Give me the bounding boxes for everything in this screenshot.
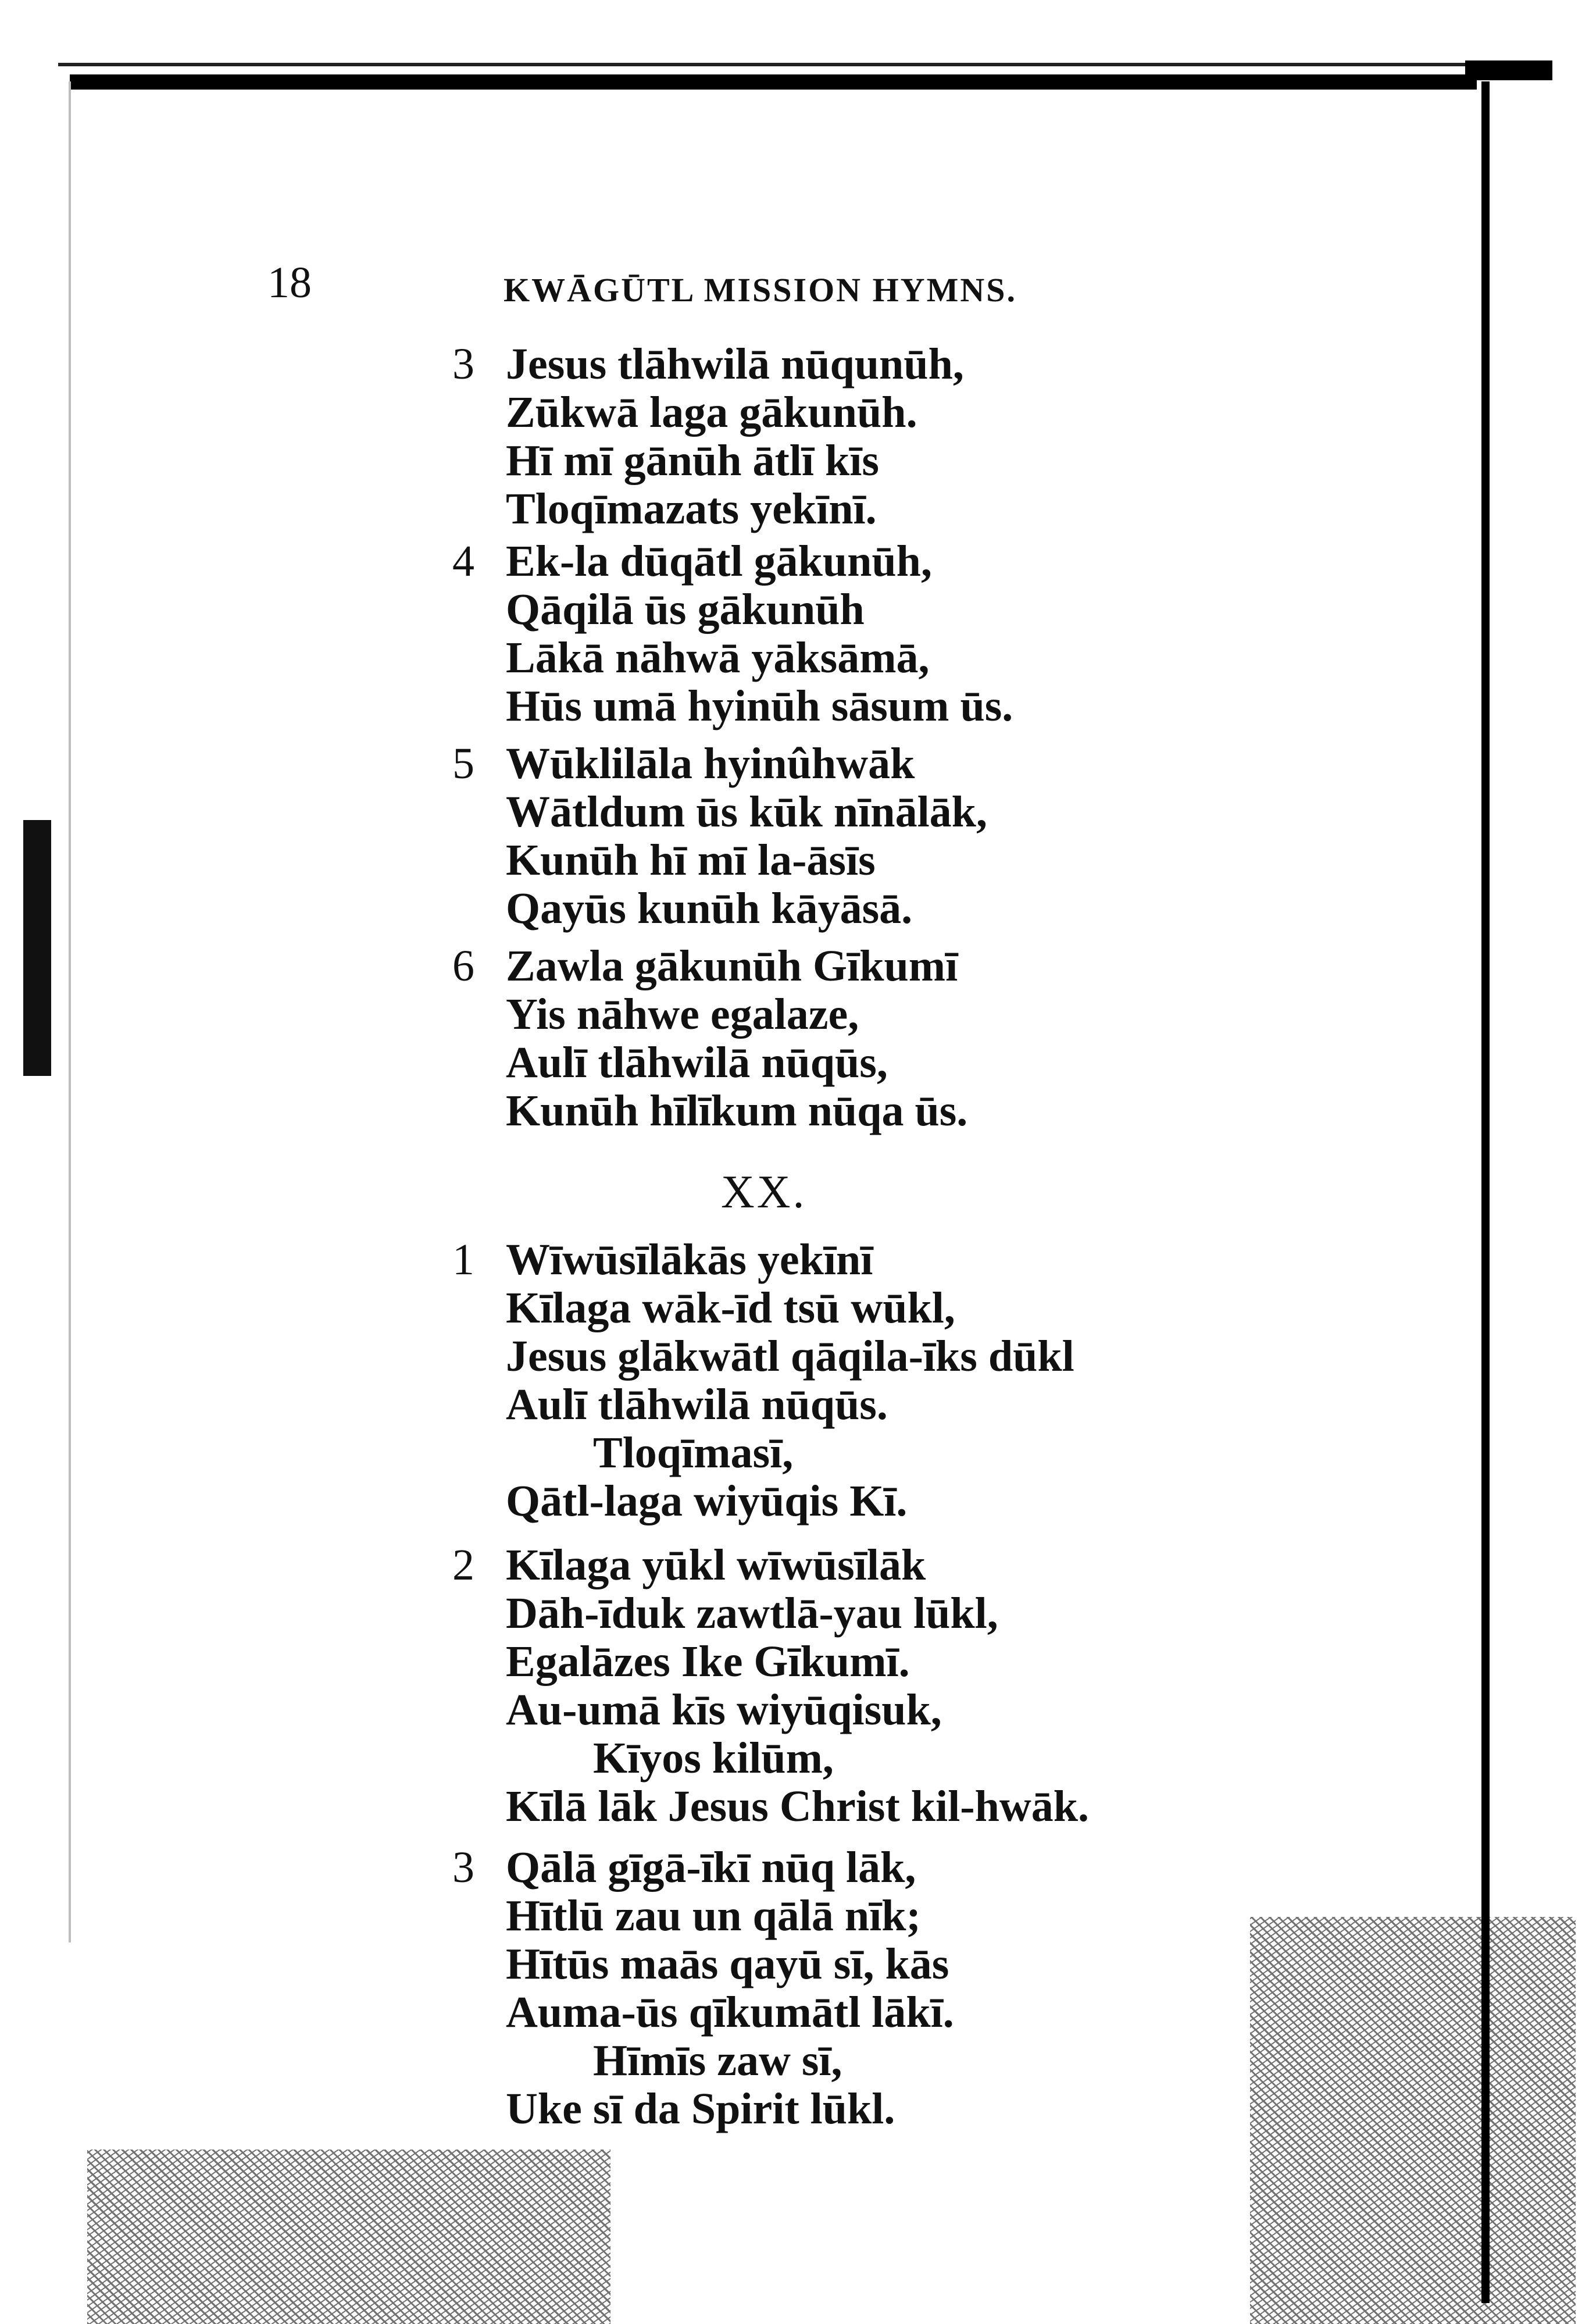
verse-line: Tloqīmazats yekīnī. [506,484,877,533]
top-edge-line [58,63,1488,66]
paper-stain-left [87,2150,610,2324]
stanza-5 [448,740,1291,933]
verse-line: Qāqilā ūs gākunūh [506,585,865,634]
verse-number: 4 [452,537,474,586]
top-corner-mark [1465,60,1552,80]
running-head: KWĀGŪTL MISSION HYMNS. [504,271,1017,309]
stanza-6 [448,942,1291,1135]
left-page-edge [69,81,71,1942]
verse-line: Hītūs maās qayū sī, kās [506,1940,949,1988]
verse-line: Zūkwā laga gākunūh. [506,388,917,437]
verse-line: Hī mī gānūh ātlī kīs [506,436,879,485]
refrain-line: Hīmīs zaw sī, [593,2036,842,2085]
verse-line: Yis nāhwe egalaze, [506,990,859,1039]
verse-line: 3 Jesus tlāhwilā nūqunūh, [452,340,964,388]
page-number: 18 [267,258,312,307]
verse-line: 3 Qālā gīgā-īkī nūq lāk, [452,1843,916,1892]
verse-line: Aulī tlāhwilā nūqūs. [506,1380,888,1429]
verse-line: 1 Wīwūsīlākās yekīnī [452,1235,873,1284]
verse-line: Au-umā kīs wiyūqisuk, [506,1685,942,1734]
verse-line: Qātl-laga wiyūqis Kī. [506,1477,908,1525]
verse-line: Kīlaga wāk-īd tsū wūkl, [506,1284,955,1332]
top-border-rule [70,74,1477,90]
verse-line: Egalāzes Ike Gīkumī. [506,1637,910,1686]
refrain-line: Kīyos kilūm, [593,1734,834,1783]
hymn-number-heading: XX. [721,1167,807,1218]
verse-number: 6 [452,942,474,990]
verse-number: 1 [452,1235,474,1284]
verse-line: Qayūs kunūh kāyāsā. [506,884,913,933]
stanza-4 [448,537,1291,730]
binding-shadow [23,820,51,1076]
verse-number: 3 [452,1843,474,1892]
verse-number: 3 [452,340,474,388]
refrain-line: Tloqīmasī, [593,1428,794,1477]
verse-line: Jesus glākwātl qāqila-īks dūkl [506,1332,1074,1381]
verse-number: 5 [452,739,474,788]
verse-line: Auma-ūs qīkumātl lākī. [506,1988,954,2037]
verse-line: 6 Zawla gākunūh Gīkumī [452,942,958,990]
verse-line: Kīlā lāk Jesus Christ kil-hwāk. [506,1782,1089,1831]
hymn-xx-stanza-3 [448,1844,1291,2133]
verse-line: Aulī tlāhwilā nūqūs, [506,1038,888,1087]
verse-line: 4 Ek-la dūqātl gākunūh, [452,537,932,586]
hymn-xx-stanza-1 [448,1236,1291,1525]
verse-line: Hūs umā hyinūh sāsum ūs. [506,682,1013,730]
verse-line: Hītlū zau un qālā nīk; [506,1891,921,1940]
verse-line: Wātldum ūs kūk nīnālāk, [506,787,987,836]
stanza-3 [448,340,1291,533]
verse-line: 2 Kīlaga yūkl wīwūsīlāk [452,1541,926,1589]
verse-line: Uke sī da Spirit lūkl. [506,2084,895,2133]
verse-line: Lākā nāhwā yāksāmā, [506,633,930,682]
verse-number: 2 [452,1541,474,1589]
verse-line: 5 Wūklilāla hyinûhwāk [452,739,915,788]
verse-line: Dāh-īduk zawtlā-yau lūkl, [506,1589,998,1638]
paper-stain-right [1250,1917,1576,2324]
verse-line: Kunūh hīlīkum nūqa ūs. [506,1086,968,1135]
hymn-xx-stanza-2 [448,1541,1291,1831]
verse-line: Kunūh hī mī la-āsīs [506,836,876,885]
